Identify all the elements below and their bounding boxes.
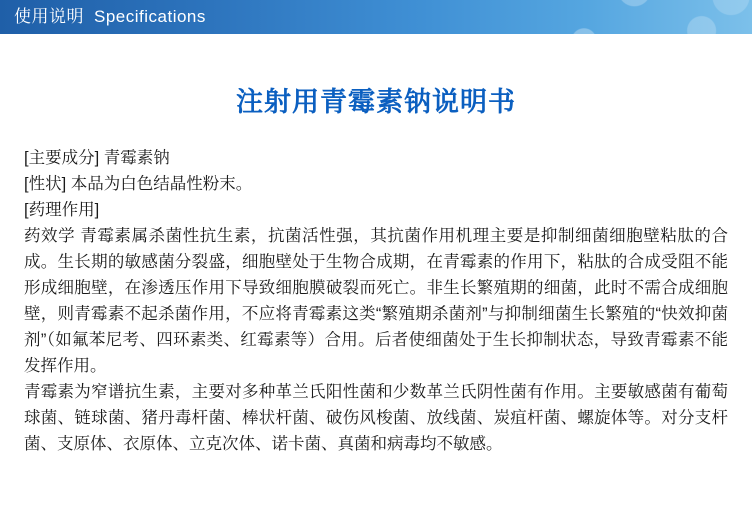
section-appearance-label: [性状] (24, 175, 67, 193)
header-bar (0, 0, 752, 34)
header-title (14, 0, 206, 34)
document-title: 注射用青霉素钠说明书 (236, 87, 516, 117)
section-ingredients-text: 青霉素钠 (103, 149, 170, 167)
section-pharmacology-label: [药理作用] (24, 201, 100, 219)
section-appearance-text: 本品为白色结晶性粉末。 (70, 175, 253, 193)
document-content (0, 80, 752, 457)
paragraph-pharmacodynamics: 药效学 青霉素属杀菌性抗生素，抗菌活性强，其抗菌作用机理主要是抑制细菌细胞壁粘肽的合成。生长期的敏感菌分裂盛，细胞壁处于生物合成期，在青霉素的作用下，粘肽的合成受阻不能形成细胞壁，在渗透压作用下导致细胞膜破裂而死亡。非生长繁殖期的细菌，此时不需合成细胞壁，则青霉素不起杀菌作用，不应将青霉素这类“繁殖期杀菌剂”与抑制细菌生长繁殖的“快效抑菌剂”（如氟苯尼考、四环素类、红霉素等）合用。后者使细菌处于生长抑制状态，导致青霉素不能发挥作用。 (24, 227, 728, 375)
section-appearance (24, 171, 728, 197)
header-title-cn: 使用说明 (14, 7, 84, 26)
header-title-en: Specifications (94, 7, 206, 26)
section-pharmacology (24, 197, 728, 223)
paragraph-spectrum: 青霉素为窄谱抗生素，主要对多种革兰氏阳性菌和少数革兰氏阴性菌有作用。主要敏感菌有葡萄球菌、链球菌、猪丹毒杆菌、棒状杆菌、破伤风梭菌、放线菌、炭疽杆菌、螺旋体等。对分支杆菌、支原体、衣原体、立克次体、诺卡菌、真菌和病毒均不敏感。 (24, 383, 728, 453)
section-ingredients (24, 145, 728, 171)
section-ingredients-label: [主要成分] (24, 149, 100, 167)
document-body (24, 145, 728, 457)
